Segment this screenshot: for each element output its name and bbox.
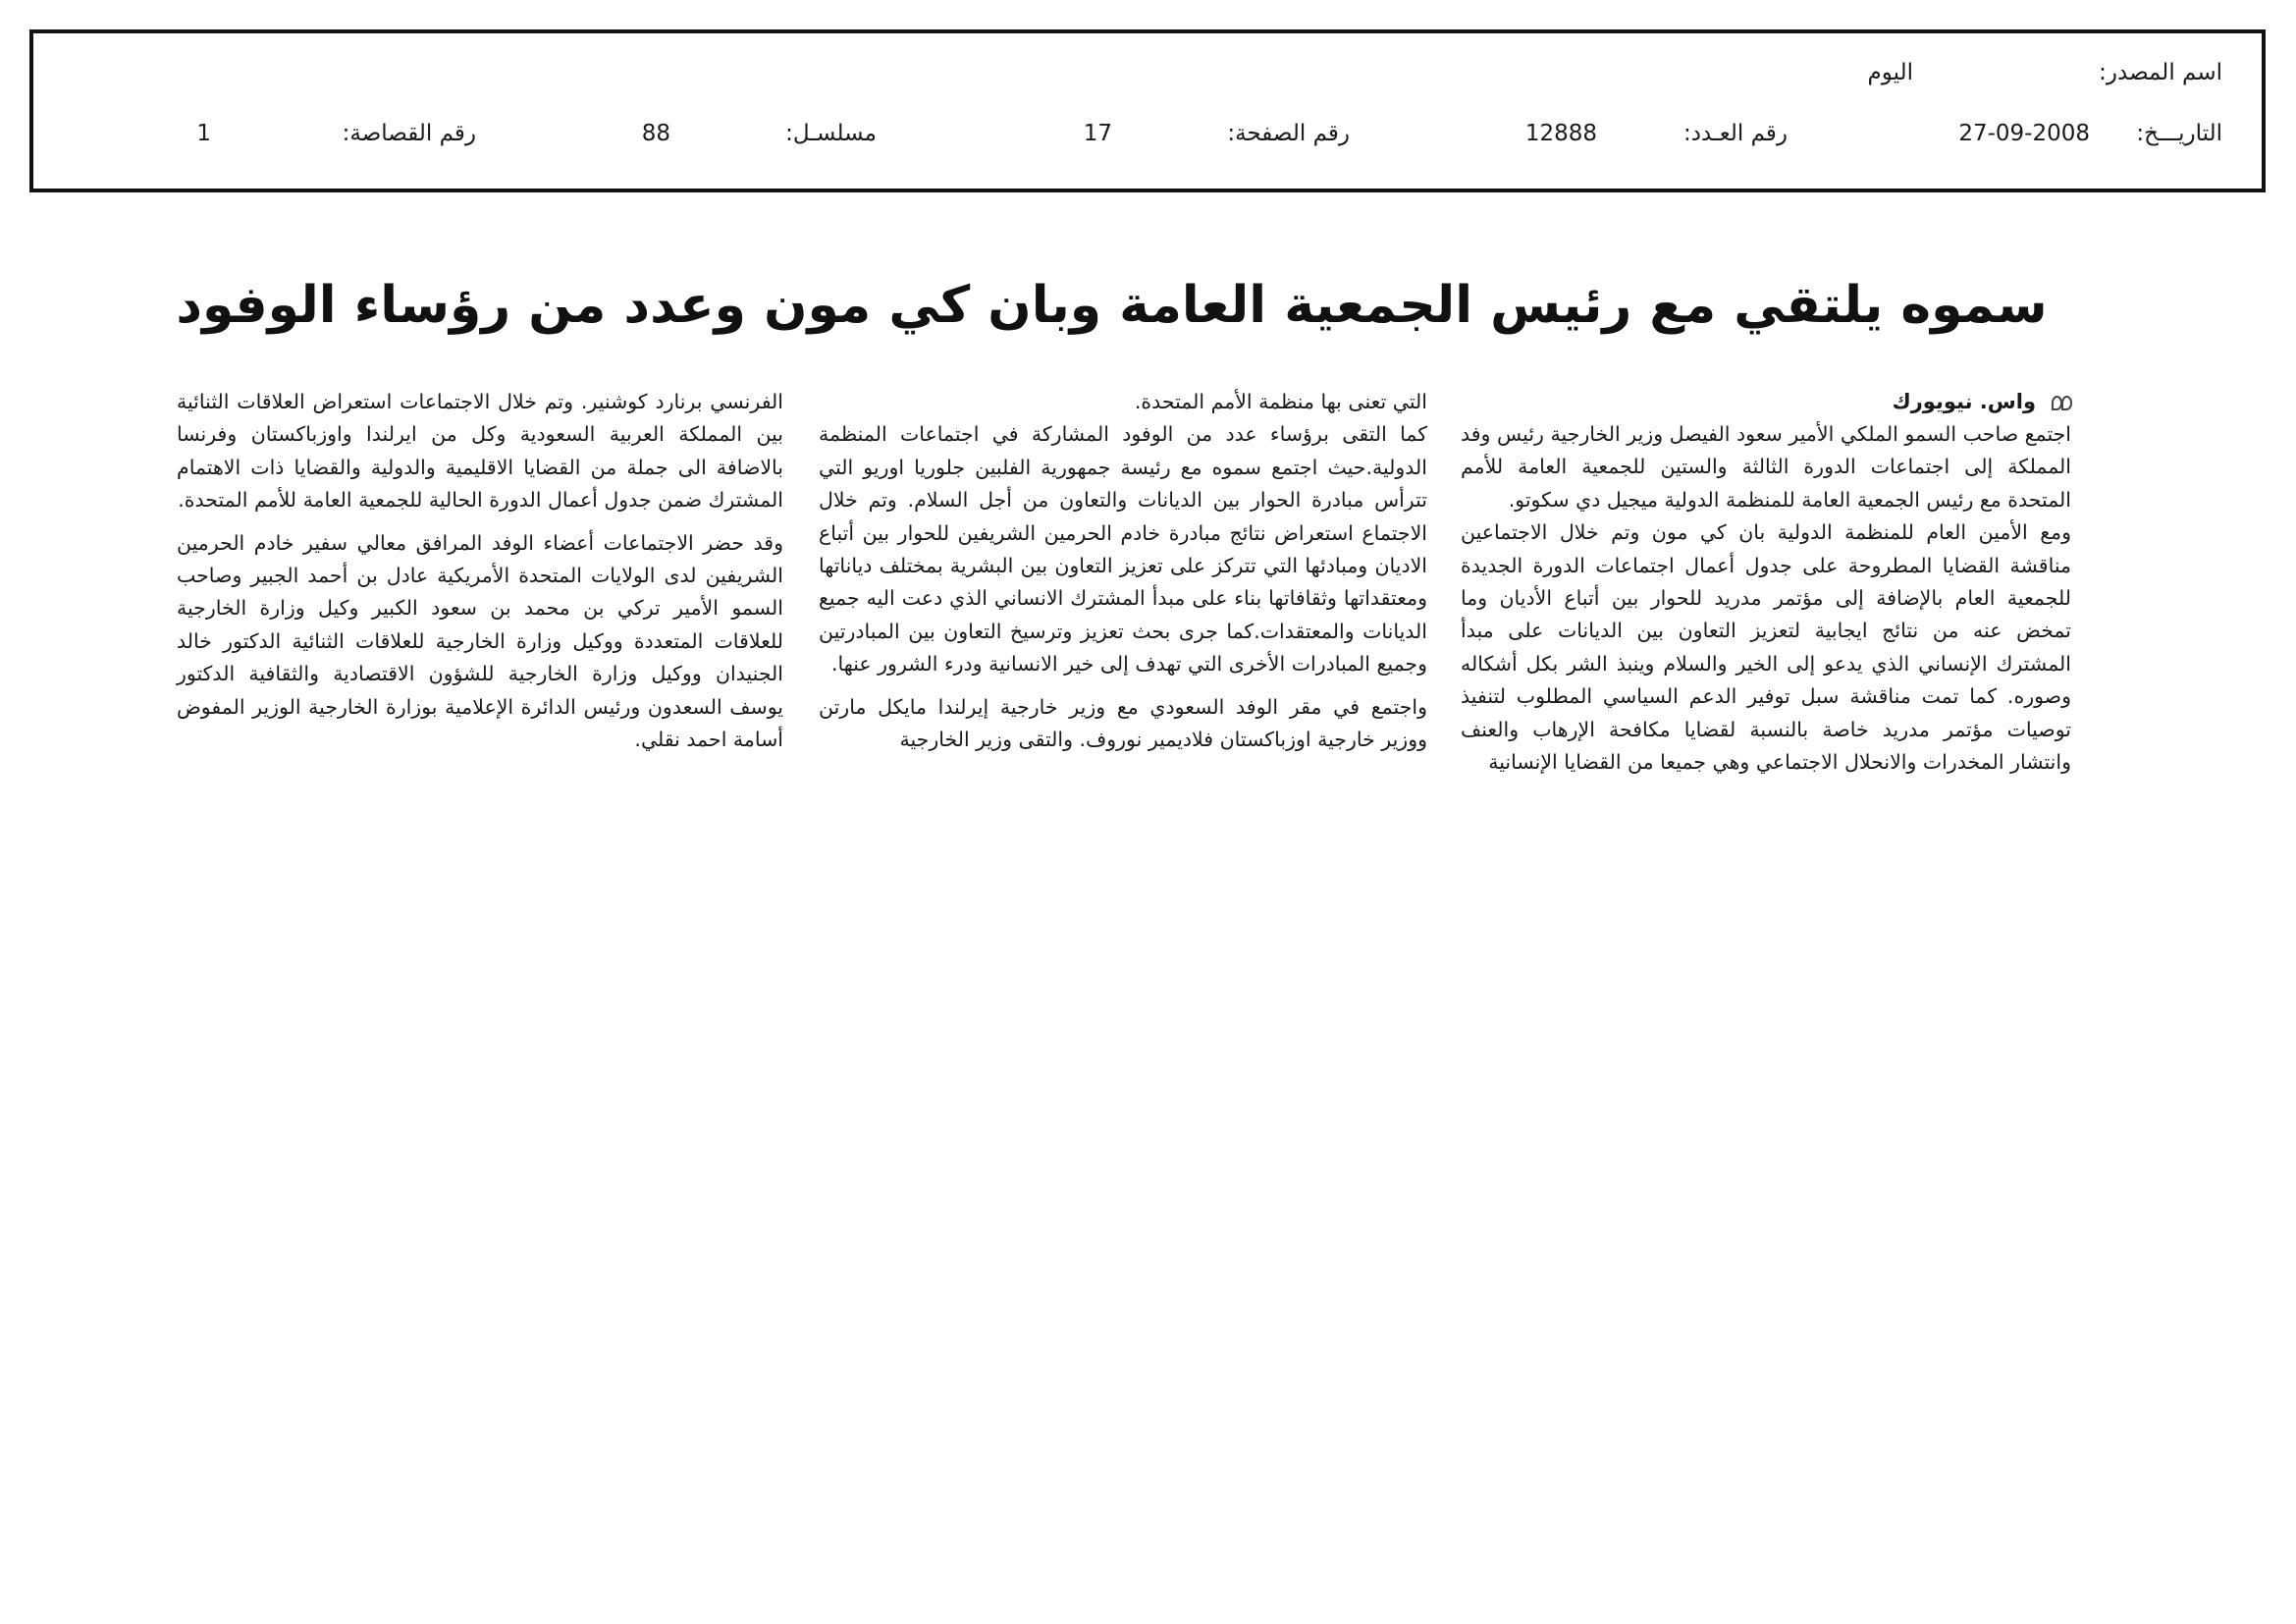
paragraph: وقد حضر الاجتماعات أعضاء الوفد المرافق معالي سفير خادم الحرمين الشريفين لدى الولايات المتحدة الأمريكية عادل بن أحمد الجبير وصاحب السمو الأمير تركي بن محمد بن سعود الكبير وكيل وزارة الخارجية للعلاقات المتعددة ووكيل وزارة الخارجية للعلاقات الثنائية الدكتور خالد الجنيدان ووكيل وزارة الخارجية للشؤون الاقتصادية والثقافية الدكتور يوسف السعدون ورئيس الدائرة الإعلامية بوزارة الخارجية الوزير المفوض أسامة احمد نقلي.	[177, 530, 783, 752]
date-value: 27-09-2008	[1958, 121, 2090, 146]
paragraph: كما التقى برؤساء عدد من الوفود المشاركة في اجتماعات المنظمة الدولية.حيث اجتمع سموه مع رئيسة جمهورية الفلبين جلوريا اوريو التي تترأس مبادرة الحوار بين الديانات والتعاون من أجل السلام. وتم خلال الاجتماع استعراض نتائج مبادرة خادم الحرمين الشريفين للحوار بين أتباع الاديان ومبادئها التي تتركز على تعزيز التعاون بين البشرية بمختلف دياناتها ومعتقداتها وثقافاتها بناء على مبدأ المشترك الانساني الذي دعت اليه جميع الديانات والمعتقدات.كما جرى بحث تعزيز وترسيخ التعاون بين المبادرتين وجميع المبادرات الأخرى التي تهدف إلى خير الانسانية ودرء الشرور عنها.	[819, 422, 1427, 677]
clip-value: 1	[196, 121, 211, 146]
issue-value: 12888	[1524, 121, 1597, 146]
paragraph: الفرنسي برنارد كوشنير. وتم خلال الاجتماعات استعراض العلاقات الثنائية بين المملكة العربية السعودية وكل من ايرلندا واوزباكستان وفرنسا بالاضافة الى جملة من القضايا الاقليمية والدولية والقضايا ذات الاهتمام المشترك ضمن جدول أعمال الدورة الحالية للجمعية العامة للأمم المتحدة.	[177, 390, 783, 513]
paragraph: واجتمع في مقر الوفد السعودي مع وزير خارجية إيرلندا مايكل مارتن ووزير خارجية اوزباكستان فلاديمير نوروف. والتقى وزير الخارجية	[819, 694, 1427, 752]
page-label: رقم الصفحة:	[1227, 121, 1350, 146]
serial-value: 88	[641, 121, 670, 146]
metadata-box	[29, 29, 2266, 192]
paragraph: اجتمع صاحب السمو الملكي الأمير سعود الفيصل وزير الخارجية رئيس وفد المملكة إلى اجتماعات الدورة الثالثة والستين للجمعية العامة للأمم المتحدة مع رئيس الجمعية العامة للمنظمة الدولية ميجيل دي سكوتو.	[1461, 422, 2071, 512]
paragraph: ومع الأمين العام للمنظمة الدولية بان كي مون وتم خلال الاجتماعين مناقشة القضايا المطروحة على جدول أعمال اجتماعات الدورة الجديدة للجمعية العام بالإضافة إلى مؤتمر مدريد للحوار بين أتباع الأديان وما تمخض عنه من نتائج ايجابية لتعزيز التعاون بين الديانات على مبدأ المشترك الإنساني الذي يدعو إلى الخير والسلام وينبذ الشر بكل أشكاله وصوره. كما تمت مناقشة سبل توفير الدعم السياسي المطلوب لتنفيذ توصيات مؤتمر مدريد خاصة بالنسبة لقضايا مكافحة الإرهاب والعنف وانتشار المخدرات والانحلال الاجتماعي وهي جميعا من القضايا الإنسانية	[1461, 520, 2071, 775]
article-headline: سموه يلتقي مع رئيس الجمعية العامة وبان كي مون وعدد من رؤساء الوفود	[176, 276, 2048, 335]
source-value: اليوم	[1867, 60, 1913, 85]
date-label: التاريـــخ:	[2136, 121, 2222, 146]
clip-label: رقم القصاصة:	[342, 121, 476, 146]
paragraph: التي تعنى بها منظمة الأمم المتحدة.	[1134, 390, 1427, 413]
dateline-row	[1461, 386, 2071, 418]
issue-label: رقم العـدد:	[1682, 121, 1788, 146]
serial-label: مسلسـل:	[785, 121, 877, 146]
page-value: 17	[1083, 121, 1112, 146]
article-column-left	[177, 386, 783, 756]
article-column-right	[1461, 386, 2071, 779]
source-label: اسم المصدر:	[2099, 60, 2222, 85]
dateline: واس. نيويورك	[1892, 389, 2036, 413]
article-column-middle	[819, 386, 1427, 756]
quote-icon	[2050, 392, 2071, 413]
